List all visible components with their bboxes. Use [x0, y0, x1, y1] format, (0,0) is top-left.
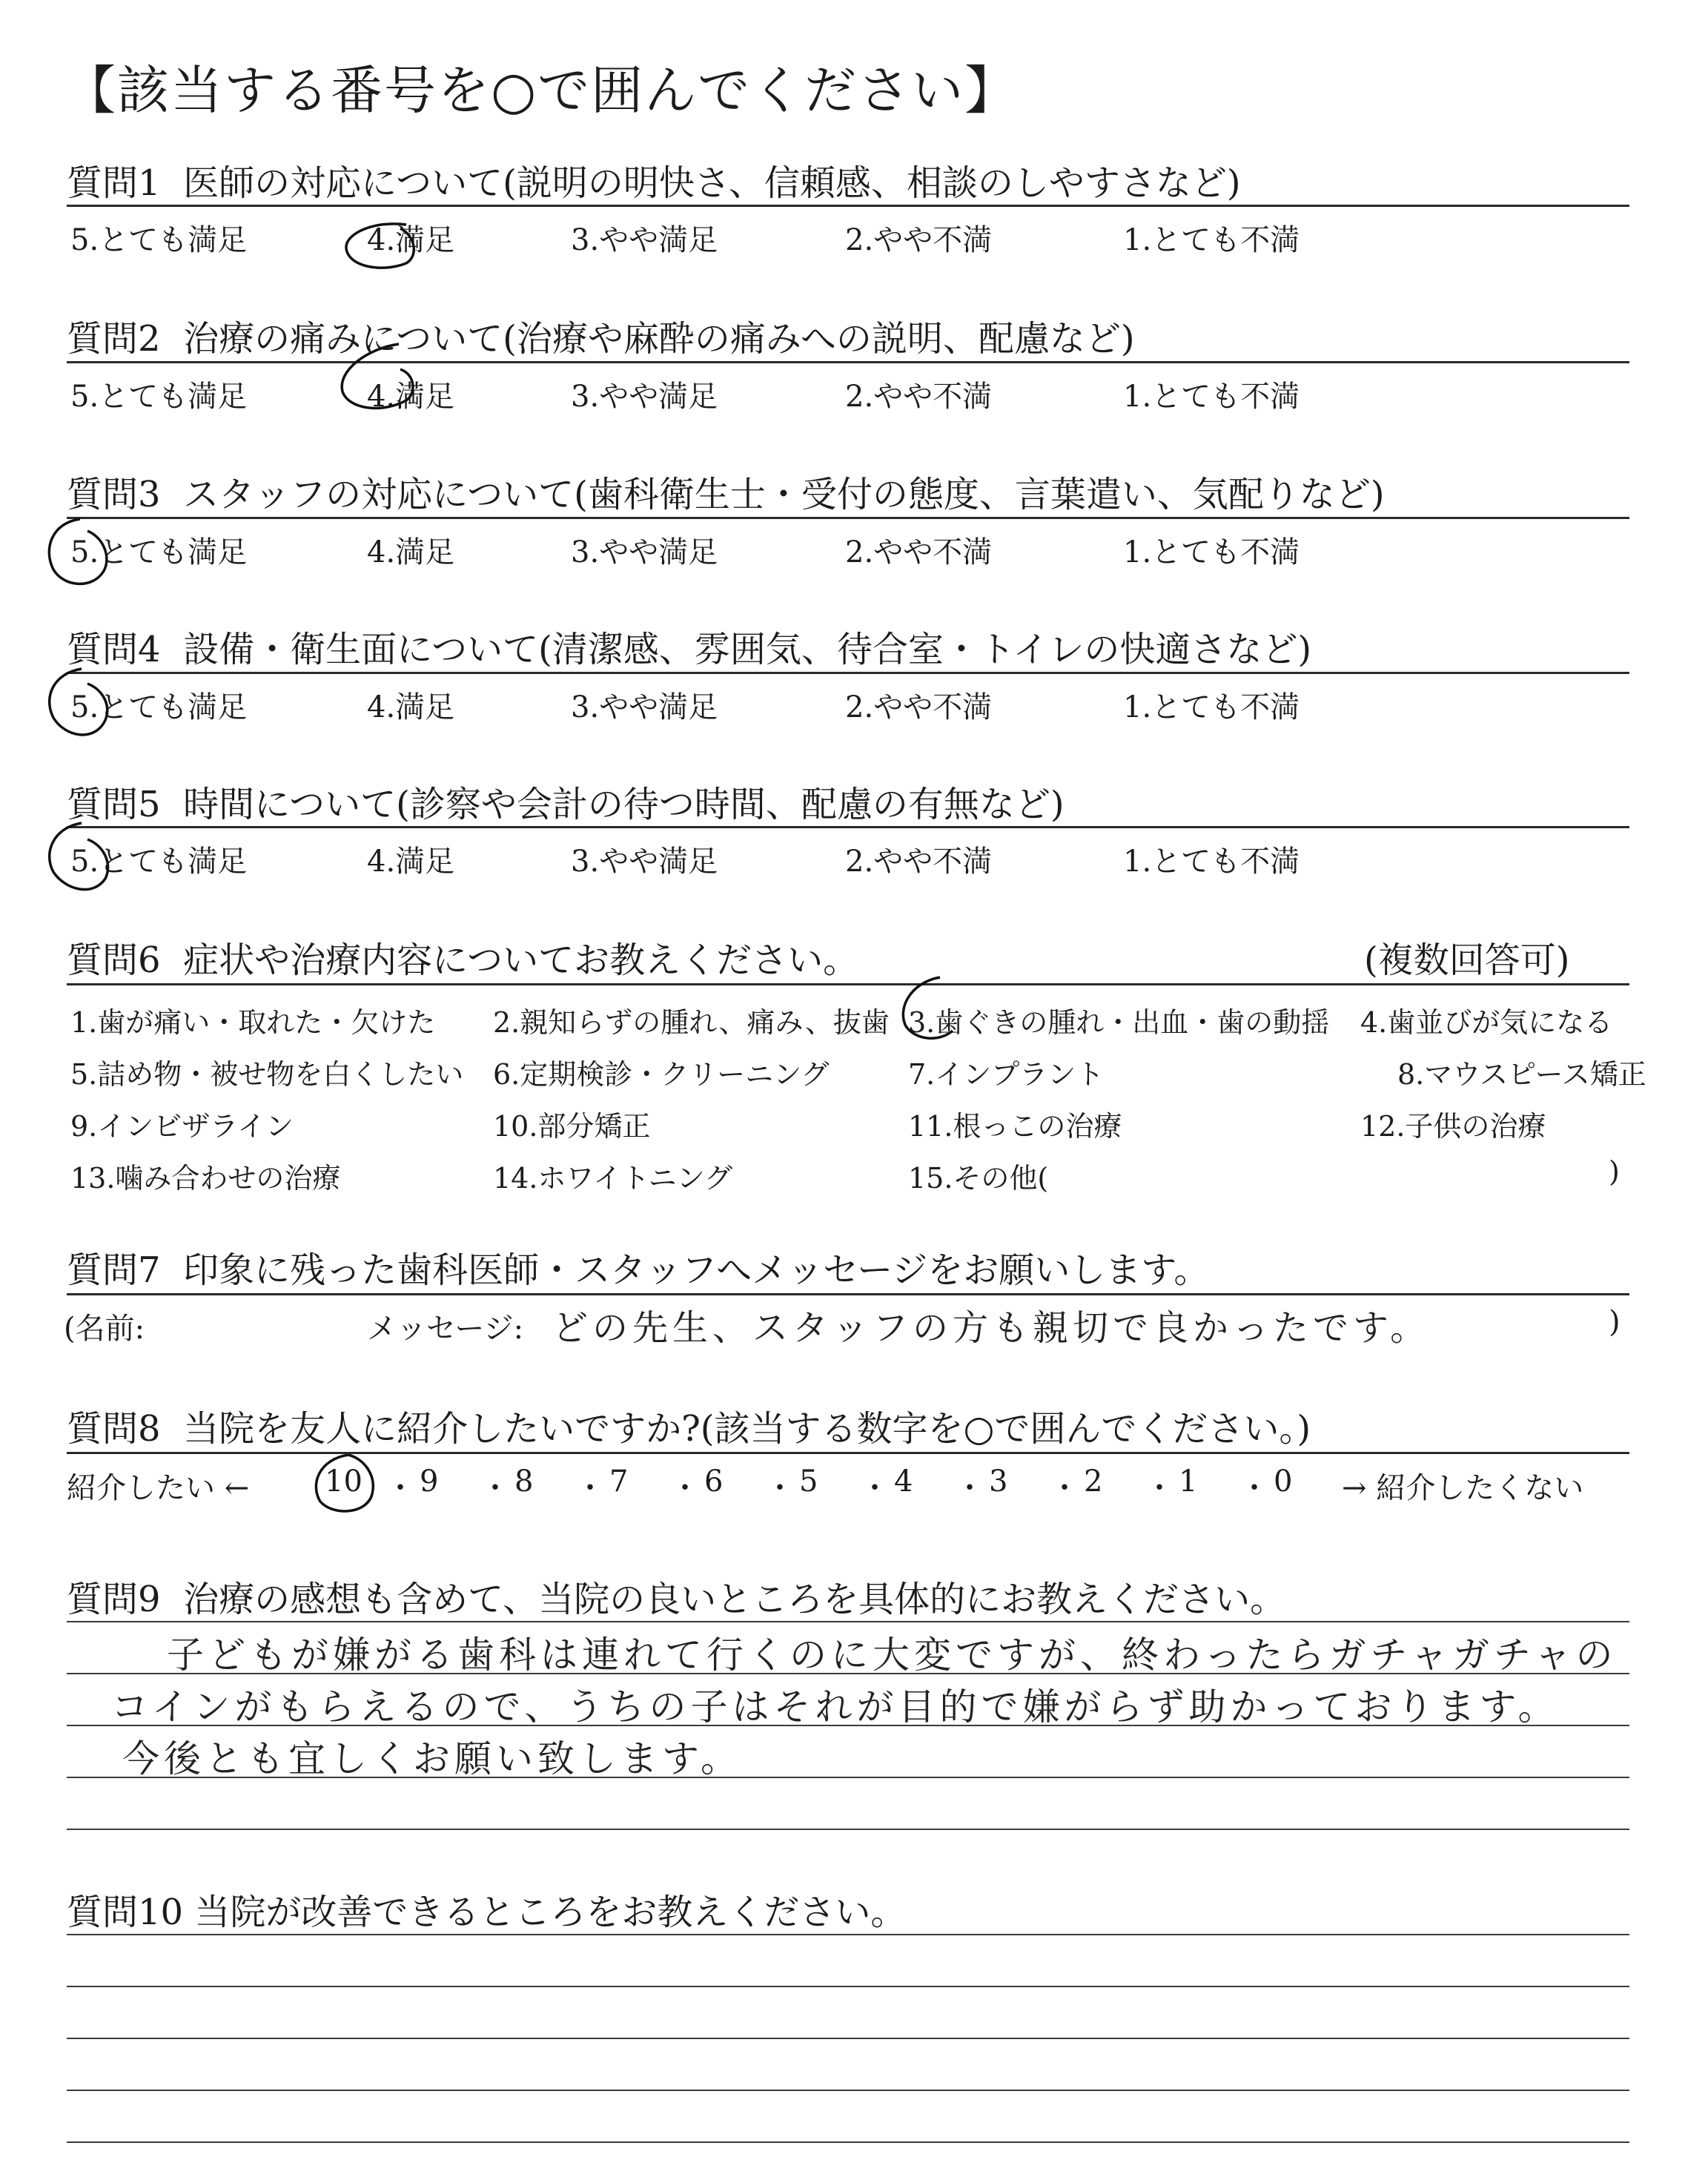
recommend-score-4[interactable]: 4 [894, 1464, 913, 1499]
symptom-option-other[interactable]: 15.その他( [908, 1162, 1049, 1195]
scale-separator: ・ [1050, 1471, 1079, 1505]
option-3[interactable]: 3.やや満足 [571, 535, 718, 569]
symptom-option[interactable]: 3.歯ぐきの腫れ・出血・歯の動揺 [908, 1006, 1330, 1039]
scale-separator: ・ [1239, 1471, 1269, 1505]
question-text: 時間について(診察や会計の待つ時間、配慮の有無など) [183, 784, 1065, 825]
question-label: 質問1 [67, 162, 161, 204]
scale-separator: ・ [385, 1471, 415, 1505]
scale-separator: ・ [1145, 1471, 1174, 1505]
divider [67, 826, 1629, 828]
recommend-score-9[interactable]: 9 [420, 1464, 439, 1499]
question-text: 当院が改善できるところをお教えください。 [194, 1892, 907, 1933]
question-label: 質問7 [67, 1249, 161, 1291]
divider [67, 205, 1629, 207]
question-4 [67, 621, 1311, 672]
message-close-paren: ) [1609, 1305, 1621, 1339]
other-close-paren: ) [1609, 1155, 1620, 1188]
symptom-option[interactable]: 2.親知らずの腫れ、痛み、抜歯 [493, 1006, 890, 1039]
recommend-score-5[interactable]: 5 [799, 1464, 818, 1499]
feedback-handwriting-line-2: コインがもらえるので、うちの子はそれが目的で嫌がらず助かっております。 [111, 1685, 1560, 1728]
divider [67, 361, 1629, 363]
question-label: 質問8 [67, 1408, 161, 1450]
divider [67, 517, 1629, 519]
recommend-score-6[interactable]: 6 [704, 1464, 724, 1499]
question-1 [67, 154, 1241, 205]
question-text: スタッフの対応について(歯科衛生士・受付の態度、言葉遣い、気配りなど) [183, 474, 1385, 515]
question-label: 質問10 [67, 1892, 184, 1933]
question-9 [67, 1571, 1285, 1622]
symptom-option[interactable]: 8.マウスピース矯正 [1397, 1058, 1646, 1091]
question-label: 質問4 [67, 629, 161, 670]
question-text: 印象に残った歯科医師・スタッフへメッセージをお願いします。 [183, 1249, 1210, 1291]
option-5[interactable]: 5.とても満足 [70, 690, 248, 724]
option-1[interactable]: 1.とても不満 [1123, 845, 1300, 879]
writing-line [67, 1829, 1629, 1830]
option-2[interactable]: 2.やや不満 [845, 223, 993, 257]
form-title: 【該当する番号を○で囲んでください】 [64, 60, 1019, 121]
multiple-answers-note: (複数回答可) [1364, 939, 1570, 981]
question-label: 質問3 [67, 474, 161, 515]
question-6 [67, 931, 858, 982]
recommend-score-3[interactable]: 3 [989, 1464, 1008, 1499]
option-4[interactable]: 4.満足 [367, 690, 455, 724]
scale-separator: ・ [955, 1471, 984, 1505]
symptom-option[interactable]: 14.ホワイトニング [493, 1162, 733, 1195]
divider [67, 1293, 1629, 1295]
writing-line [67, 2090, 1629, 2091]
symptom-option[interactable]: 5.詰め物・被せ物を白くしたい [70, 1058, 464, 1091]
question-text: 治療の感想も含めて、当院の良いところを具体的にお教えください。 [183, 1579, 1286, 1620]
symptom-option[interactable]: 9.インビザライン [70, 1110, 294, 1143]
question-label: 質問9 [67, 1579, 161, 1620]
question-text: 当院を友人に紹介したいですか?(該当する数字を○で囲んでください。) [183, 1408, 1311, 1450]
divider [67, 672, 1629, 674]
scale-separator: ・ [480, 1471, 510, 1505]
recommend-score-8[interactable]: 8 [514, 1464, 534, 1499]
symptom-option[interactable]: 6.定期検診・クリーニング [493, 1058, 830, 1091]
symptom-option[interactable]: 13.噛み合わせの治療 [70, 1162, 341, 1195]
recommend-score-7[interactable]: 7 [609, 1464, 629, 1499]
feedback-handwriting-line-1: 子どもが嫌がる歯科は連れて行くのに大変ですが、終わったらガチャガチャの [167, 1634, 1618, 1677]
message-handwriting: どの先生、スタッフの方も親切で良かったです。 [552, 1307, 1431, 1349]
question-label: 質問5 [67, 784, 161, 825]
option-4[interactable]: 4.満足 [367, 845, 455, 879]
symptom-option[interactable]: 4.歯並びが気になる [1360, 1006, 1613, 1039]
symptom-option[interactable]: 12.子供の治療 [1360, 1110, 1546, 1143]
option-3[interactable]: 3.やや満足 [571, 223, 718, 257]
option-3[interactable]: 3.やや満足 [571, 690, 718, 724]
scale-separator: ・ [765, 1471, 795, 1505]
writing-line [67, 2141, 1629, 2143]
question-text: 治療の痛みについて(治療や麻酔の痛みへの説明、配慮など) [183, 318, 1135, 360]
option-4[interactable]: 4.満足 [367, 535, 455, 569]
option-5[interactable]: 5.とても満足 [70, 845, 248, 879]
option-1[interactable]: 1.とても不満 [1123, 380, 1300, 414]
option-4[interactable]: 4.満足 [367, 223, 455, 257]
recommend-right-label: → 紹介したくない [1342, 1471, 1584, 1505]
option-2[interactable]: 2.やや不満 [845, 845, 993, 879]
question-label: 質問6 [67, 939, 161, 981]
question-10 [67, 1883, 906, 1935]
option-1[interactable]: 1.とても不満 [1123, 690, 1300, 724]
scale-separator: ・ [670, 1471, 700, 1505]
question-3 [67, 466, 1385, 517]
symptom-option[interactable]: 7.インプラント [908, 1058, 1105, 1091]
writing-line [67, 1986, 1629, 1987]
writing-line [67, 1934, 1629, 1935]
option-5[interactable]: 5.とても満足 [70, 380, 248, 414]
feedback-handwriting-line-3: 今後とも宜しくお願い致します。 [122, 1737, 742, 1780]
option-1[interactable]: 1.とても不満 [1123, 223, 1300, 257]
question-text: 設備・衛生面について(清潔感、雰囲気、待合室・トイレの快適さなど) [183, 629, 1312, 670]
option-1[interactable]: 1.とても不満 [1123, 535, 1300, 569]
recommend-left-label: 紹介したい ← [67, 1471, 250, 1505]
option-3[interactable]: 3.やや満足 [571, 380, 718, 414]
recommend-score-0[interactable]: 0 [1274, 1464, 1293, 1499]
question-label: 質問2 [67, 318, 161, 360]
option-2[interactable]: 2.やや不満 [845, 535, 993, 569]
option-2[interactable]: 2.やや不満 [845, 380, 993, 414]
question-2 [67, 310, 1135, 361]
question-7 [67, 1241, 1209, 1292]
writing-line [67, 2038, 1629, 2039]
symptom-option[interactable]: 10.部分矯正 [493, 1110, 651, 1143]
option-2[interactable]: 2.やや不満 [845, 690, 993, 724]
symptom-option[interactable]: 11.根っこの治療 [908, 1110, 1122, 1143]
option-3[interactable]: 3.やや満足 [571, 845, 718, 879]
message-label: メッセージ: [367, 1312, 524, 1346]
symptom-option[interactable]: 1.歯が痛い・取れた・欠けた [70, 1006, 436, 1039]
question-5 [67, 776, 1065, 827]
recommend-score-2[interactable]: 2 [1084, 1464, 1103, 1499]
recommend-score-1[interactable]: 1 [1179, 1464, 1198, 1499]
divider [67, 983, 1629, 985]
option-5[interactable]: 5.とても満足 [70, 535, 248, 569]
question-8 [67, 1400, 1311, 1451]
option-5[interactable]: 5.とても満足 [70, 223, 248, 257]
scale-separator: ・ [860, 1471, 890, 1505]
question-text: 症状や治療内容についてお教えください。 [183, 939, 859, 981]
scale-separator: ・ [575, 1471, 605, 1505]
divider [67, 1452, 1629, 1454]
option-4[interactable]: 4.満足 [367, 380, 455, 414]
question-text: 医師の対応について(説明の明快さ、信頼感、相談のしやすさなど) [183, 162, 1241, 204]
recommend-score-10[interactable]: 10 [325, 1464, 363, 1499]
writing-line [67, 1621, 1629, 1622]
name-label: (名前: [64, 1312, 145, 1346]
